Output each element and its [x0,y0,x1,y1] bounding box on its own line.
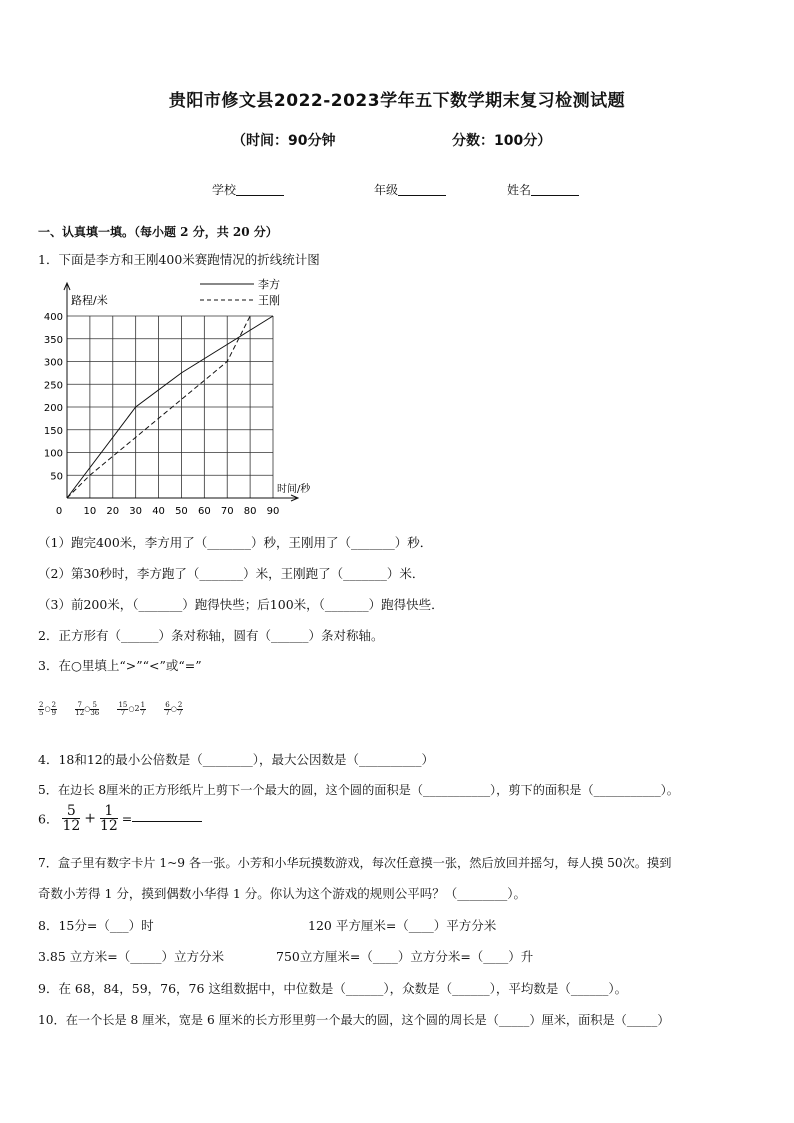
question-9: 9．在 68，84，59，76，76 这组数据中，中位数是（______），众数是（______），平均数是（______）。 [38,981,628,996]
question-2: 2．正方形有（______）条对称轴，圆有（______）条对称轴。 [38,628,384,643]
x-tick-label: 30 [129,506,143,517]
question-1-stem: 1．下面是李方和王刚400米赛跑情况的折线统计图 [38,252,320,267]
x-tick-label: 50 [175,506,188,517]
x-tick-label: 20 [106,506,120,517]
x-tick-label: 80 [243,506,257,517]
x-axis-label: 时间/秒 [277,484,311,495]
y-tick-label: 150 [43,425,63,437]
question-3-items [38,696,183,717]
x-tick-label: 0 [55,506,63,517]
question-1-part-2: （2）第30秒时，李方跑了（_______）米，王刚跑了（_______）米． [38,566,425,581]
name-field: 姓名 [507,181,579,198]
chart-legend [200,277,280,307]
x-tick-label: 10 [83,506,97,517]
question-1-part-3: （3）前200米，（_______）跑得快些；后100米，（_______）跑得快些． [38,597,444,612]
compare-item-1: $\frac{2}{5}$ ○ $\frac{2}{9}$ [39,700,57,717]
y-tick-label: 400 [43,312,63,323]
question-1-part-1: （1）跑完400米，李方用了（_______）秒，王刚用了（_______）秒． [38,535,433,550]
y-tick-label: 50 [50,471,63,483]
compare-item-4: $\frac{6}{7}$ ○ $\frac{2}{7}$ [165,700,183,717]
exam-score: 分数：100分） [452,133,552,149]
question-8-a: 8．15分=（___）时 [38,918,154,933]
x-tick-label: 60 [197,506,211,517]
x-tick-label: 70 [220,506,234,517]
section-heading: 一、认真填一填。（每小题 2 分，共 20 分） [38,225,278,239]
line-chart [40,274,340,524]
exam-time: （时间：90分钟 [232,133,336,149]
compare-item-2: $\frac{7}{12}$ ○ $\frac{5}{36}$ [75,700,100,717]
y-tick-label: 300 [43,357,63,369]
y-tick-label: 200 [43,403,63,414]
y-tick-label: 100 [43,448,63,460]
grade-field: 年级 [374,181,446,198]
page-title: 贵阳市修文县2022-2023学年五下数学期末复习检测试题 [168,91,626,111]
school-field: 学校 [212,181,284,198]
question-5: 5．在边长 8厘米的正方形纸片上剪下一个最大的圆，这个圆的面积是（___________），剪下的面积是（___________）。 [38,783,679,797]
question-7-line-2: 奇数小芳得 1 分，摸到偶数小华得 1 分。你认为这个游戏的规则公平吗？（________）。 [38,886,527,901]
y-tick-label: 250 [43,380,63,392]
chart-grid [67,316,273,498]
x-tick-label: 90 [266,506,280,517]
question-8-c: 3.85 立方米=（_____）立方分米 [38,949,225,964]
question-10: 10．在一个长是 8 厘米，宽是 6 厘米的长方形里剪一个最大的圆，这个圆的周长是（_____）厘米，面积是（_____） [38,1013,670,1027]
compare-item-3: $\frac{15}{7}$ ○2 $\frac{1}{7}$ [118,700,146,717]
y-tick-label: 350 [43,334,63,346]
legend-label: 王刚 [258,294,280,307]
y-axis-label: 路程/米 [71,294,108,307]
legend-label: 李方 [258,278,280,291]
question-8-d: 750立方厘米=（____）立方分米=（____）升 [276,949,534,964]
x-tick-label: 40 [152,506,165,517]
question-7-line-1: 7．盒子里有数字卡片 1~9 各一张。小芳和小华玩摸数游戏，每次任意摸一张，然后放回并摇匀，每人摸 50次。摸到 [38,856,672,870]
question-3-stem: 3．在○里填上“>”“<”或“=” [38,658,202,673]
question-4: 4．18和12的最小公倍数是（________），最大公因数是（__________） [38,752,435,767]
question-6: 6． $\frac{5}{12}$ + $\frac{1}{12}$ = [38,804,202,833]
question-8-b: 120 平方厘米=（____）平方分米 [308,918,497,933]
